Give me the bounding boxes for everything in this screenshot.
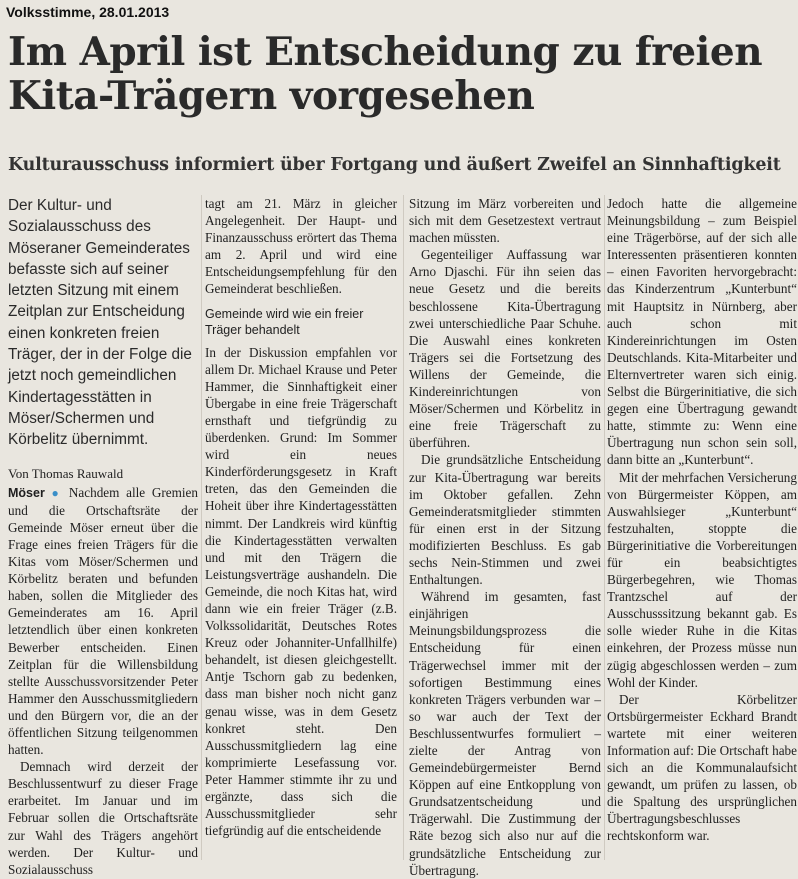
- lead-paragraph: Der Kultur- und Sozialausschuss des Möseraner Gemeinderates befasste sich auf seiner letzten Sitzung mit einem Zeitplan zur Entscheidung einen konkreten freien Träger, der in der Folge die jetzt noch gemeindlichen Kindertagesstätten in Möser/Schermen und Körbelitz übernimmt.: [8, 197, 192, 449]
- body-paragraph: Gegenteiliger Auffassung war Arno Djaschi. Für ihn seien das neue Gesetz und die bereits beschlossene Kita-Übertragung zwei unterschiedliche Paar Schuhe. Die Auswahl eines konkreten Trägers sei die Fortsetzung des Willens der Gemeinde, die Kindereinrichtungen von Möser/Schermen und Körbelitz in eine freie Trägerschaft zu überführen.: [409, 247, 601, 451]
- article-column-3: [409, 195, 601, 878]
- body-paragraph: In der Diskussion empfahlen vor allem Dr. Michael Krause und Peter Hammer, die Sinnhaftigkeit einer Übergabe in eine freie Trägerschaft ernsthaft und tiefgründig zu überdenken. Grund: Im Sommer wird ein neues Kinderförderungsgesetz in Kraft treten, das den Gemeinden die Hoheit über ihre Kindertagesstätten nimmt. Der Landkreis wird künftig die Kindertagesstätten verwalten und mit den Trägern die Leistungsverträge aushandeln. Die Gemeinde, die noch Kitas hat, wird dann wie ein freier Träger (z.B. Volkssolidarität, Deutsches Rotes Kreuz oder Johanniter-Unfallhilfe) behandelt, ist diesen gleichgestellt. Antje Tschorn gab zu bedenken, dass man bisher noch nicht ganz genau wisse, was in dem Gesetz konkret steht. Den Ausschussmitgliedern lag eine komprimierte Lesefassung vor. Peter Hammer stimmte ihr zu und ergänzte, dass sich die Ausschussmitglieder sehr tiefgründig auf die entscheidende: [205, 344, 397, 839]
- body-paragraph: Mit der mehrfachen Versicherung von Bürgermeister Köppen, am Auswahlsieger „Kunterbunt“ festzuhalten, stoppte die Bürgerinitiative die Vorbereitungen für ein beabsichtigtes Bürgerbegehren, wie Thomas Trantzschel auf der Ausschusssitzung bekannt gab. Es solle wieder Ruhe in die Kitas einkehren, der Prozess müsse nun zügig abgeschlossen werden – zum Wohl der Kinder.: [607, 469, 797, 690]
- headline: Im April ist Entscheidung zu freien Kita-Trägern vorgesehen: [8, 29, 763, 119]
- dateline: Möser: [8, 485, 45, 500]
- body-paragraph: tagt am 21. März in gleicher Angelegenheit. Der Haupt- und Finanzausschuss erörtert das Thema am 2. April und wird eine Entscheidungsempfehlung für den Gemeinderat beschließen.: [205, 196, 397, 297]
- author-byline: Von Thomas Rauwald: [8, 465, 124, 481]
- body-paragraph: Während im gesamten, fast einjährigen Meinungsbildungsprozess die Entscheidung für einen Trägerwechsel immer mit der sofortigen Bestimmung eines konkreten Trägers verbunden war – so war auch der Text der Beschlussentwurfes formuliert – zielte der Antrag von Gemeindebürgermeister Bernd Köppen auf eine Entkopplung von Grundsatzentscheidung und Trägerwahl. Die Zustimmung der Räte bezog sich also nur auf die grundsätzliche Entscheidung zur Übertragung.: [409, 589, 601, 878]
- source-label: Volksstimme, 28.01.2013: [6, 4, 170, 20]
- body-paragraph: Sitzung im März vorbereiten und sich mit dem Gesetzestext vertraut machen müssten.: [409, 196, 601, 246]
- column-divider: [403, 195, 404, 860]
- column-divider: [604, 195, 605, 860]
- subheadline: Kulturausschuss informiert über Fortgang und äußert Zweifel an Sinnhaftigkeit: [8, 155, 781, 175]
- article-column-4: [607, 195, 797, 863]
- bullet-dot-icon: ●: [51, 485, 63, 500]
- body-paragraph: Demnach wird derzeit der Beschlussentwurf zu dieser Frage erarbeitet. Im Januar und im Februar sollen die Ortschaftsräte zur Wahl des Trägers angehört werden. Der Kultur- und Sozialausschuss: [8, 759, 198, 877]
- section-subtitle: Gemeinde wird wie ein freier Träger behandelt: [205, 306, 364, 337]
- body-paragraph: Jedoch hatte die allgemeine Meinungsbildung – zum Beispiel eine Trägerbörse, auf der sich alle Interessenten präsentieren konnten – einen Favoriten hervorgebracht: das Kinderzentrum „Kunterbunt“ mit Hauptsitz in Nürnberg, aber auch schon mit Kindereinrichtungen im Osten Deutschlands. Kita-Mitarbeiter und Elternvertreter waren sich einig. Selbst die Bürgerinitiative, die sich gegen eine Übertragung gewandt hatte, stimmte zu: Wenn eine Übertragung nun schon sein soll, dann bitte an „Kunterbunt“.: [607, 196, 797, 468]
- body-paragraph: Der Körbelitzer Ortsbürgermeister Eckhard Brandt wartete mit einer weiteren Information auf: Die Ortschaft habe sich an die Kommunalaufsicht gewandt, um prüfen zu lassen, ob die Spaltung des ursprünglichen Übertragungsbeschlusses rechtskonform war.: [607, 691, 797, 844]
- article-column-2: [205, 195, 397, 863]
- body-paragraph: Die grundsätzliche Entscheidung zur Kita-Übertragung war bereits im Oktober gefallen. Zehn Gemeinderatsmitglieder stimmten für einen erst in der Sitzung modifizierten Beschluss. Es gab sechs Nein-Stimmen und zwei Enthaltungen.: [409, 452, 601, 588]
- article-column-1: [8, 195, 198, 877]
- column-divider: [201, 195, 202, 860]
- body-paragraph: Möser ● Nachdem alle Gremien und die Ortschaftsräte der Gemeinde Möser erneut über die Frage eines freien Trägers für die Kitas vom Möser/Schermen und Körbelitz beraten und befunden haben, sollen die Mitglieder des Gemeinderates am 16. April letztendlich über einen konkreten Bewerber entscheiden. Einen Zeitplan für die Willensbildung stellte Ausschussvorsitzender Peter Hammer den Ausschussmitgliedern und den Bürgern vor, die an der öffentlichen Sitzung teilgenommen hatten.: [8, 484, 198, 758]
